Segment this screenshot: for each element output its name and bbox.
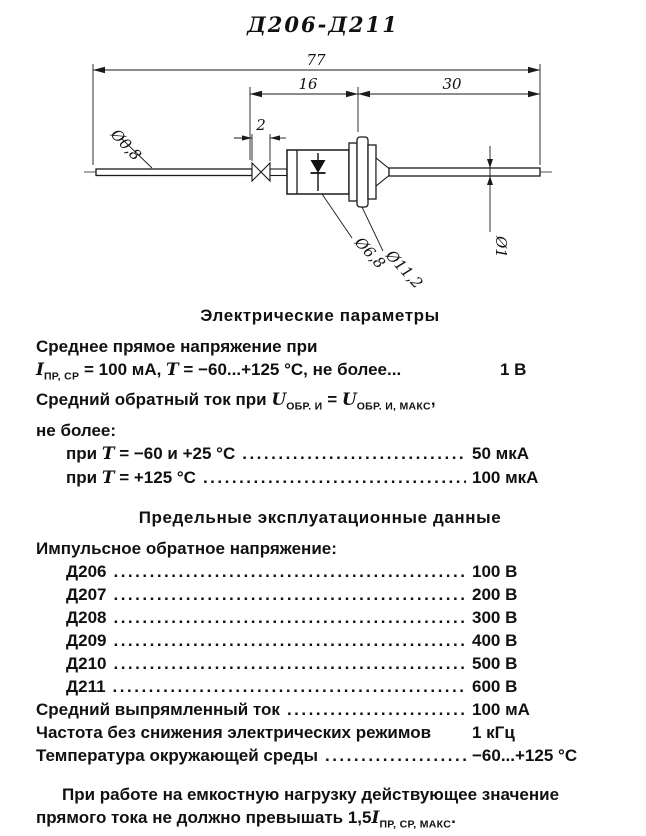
row-value: 100 мкА bbox=[472, 467, 539, 487]
dotted-leader bbox=[113, 606, 466, 629]
param-row bbox=[36, 698, 604, 721]
symbol-u1: U bbox=[271, 390, 287, 411]
device-row bbox=[36, 606, 604, 629]
symbol-t: T bbox=[101, 467, 115, 488]
dotted-leader bbox=[203, 466, 466, 489]
dotted-leader bbox=[325, 744, 466, 767]
row-label-pre: при bbox=[66, 443, 102, 463]
weld-crimp-2 bbox=[261, 163, 270, 181]
right-lead bbox=[389, 168, 540, 176]
dim-total-length: 77 bbox=[306, 51, 326, 69]
flange-ring-2 bbox=[357, 137, 368, 207]
device-value: 200 В bbox=[472, 584, 518, 604]
capacitive-load-note bbox=[36, 783, 604, 836]
weld-crimp bbox=[252, 163, 261, 181]
param-value: 100 мА bbox=[472, 699, 530, 719]
subscript-ipr-max: ПР, СР, МАКС bbox=[379, 818, 452, 831]
device-name: Д211 bbox=[66, 676, 106, 696]
symbol-i: I bbox=[371, 807, 380, 828]
electrical-section-heading: Электрические параметры bbox=[200, 306, 440, 325]
forward-voltage-mid1: = 100 мА, bbox=[79, 360, 167, 379]
dotted-leader bbox=[287, 698, 466, 721]
note-line2 bbox=[36, 806, 604, 836]
dim-crimp-length: 2 bbox=[256, 116, 266, 134]
row-label-post: = +125 °С bbox=[114, 467, 196, 487]
flange-ring-3 bbox=[368, 145, 376, 199]
diode-dimension-drawing bbox=[0, 42, 646, 294]
subscript-ipr: ПР, СР bbox=[43, 370, 80, 383]
param-label: Температура окружающей среды bbox=[36, 745, 318, 765]
device-value: 100 В bbox=[472, 561, 518, 581]
row-label bbox=[66, 466, 196, 490]
limits-section-heading: Предельные эксплуатационные данные bbox=[138, 507, 502, 527]
subscript-uobr-max: ОБР. И, МАКС bbox=[356, 400, 431, 413]
dim-lead-length: 30 bbox=[442, 75, 462, 93]
row-label-post: = −60 и +25 °С bbox=[114, 443, 236, 463]
device-row bbox=[36, 583, 604, 606]
crimp-stub bbox=[270, 169, 287, 176]
dotted-leader bbox=[113, 583, 466, 606]
dotted-leader bbox=[113, 629, 466, 652]
symbol-t: T bbox=[166, 360, 179, 380]
pulse-voltage-label: Импульсное обратное напряжение: bbox=[36, 538, 337, 558]
row-label bbox=[66, 442, 235, 466]
note-line2-text: прямого тока не должно превышать 1,5 bbox=[36, 807, 372, 827]
reverse-current-row bbox=[36, 466, 604, 490]
param-value: −60...+125 °С bbox=[472, 745, 578, 765]
forward-voltage-row bbox=[36, 358, 604, 388]
symbol-u2: U bbox=[341, 390, 357, 411]
device-row bbox=[36, 652, 604, 675]
dotted-leader bbox=[113, 675, 466, 698]
dotted-leader bbox=[113, 560, 466, 583]
forward-voltage-mid2: = −60...+125 °С, не более... bbox=[178, 360, 402, 379]
reverse-current-row bbox=[36, 442, 604, 466]
param-row bbox=[36, 721, 604, 744]
datasheet-text bbox=[0, 304, 646, 836]
symbol-t: T bbox=[101, 443, 115, 464]
device-name: Д209 bbox=[66, 630, 107, 650]
device-value: 300 В bbox=[472, 607, 518, 627]
device-row bbox=[36, 560, 604, 583]
forward-voltage-value: 1 В bbox=[500, 360, 527, 379]
flange-taper bbox=[376, 158, 389, 186]
dim-body-length: 16 bbox=[298, 75, 318, 93]
device-name: Д206 bbox=[66, 561, 107, 581]
device-value: 500 В bbox=[472, 653, 518, 673]
subscript-uobr: ОБР. И bbox=[286, 400, 323, 413]
row-value: 50 мкА bbox=[472, 443, 529, 463]
device-value: 400 В bbox=[472, 630, 518, 650]
page-title: Д206-Д211 bbox=[247, 12, 399, 37]
dim-flange-diameter: Ø11,2 bbox=[382, 246, 427, 293]
equals-sign: = bbox=[322, 390, 342, 410]
symbol-i: I bbox=[36, 360, 44, 380]
device-name: Д210 bbox=[66, 653, 107, 673]
reverse-current-line2: не более: bbox=[36, 420, 117, 440]
param-label: Средний выпрямленный ток bbox=[36, 699, 280, 719]
dim-body-diameter: Ø6,8 bbox=[351, 233, 389, 273]
reverse-intro: Средний обратный ток при bbox=[36, 390, 272, 410]
device-value: 600 В bbox=[472, 676, 518, 696]
param-value: 1 кГц bbox=[472, 722, 515, 742]
param-row bbox=[36, 744, 604, 767]
forward-voltage-condition bbox=[36, 358, 401, 388]
forward-voltage-line1: Среднее прямое напряжение при bbox=[36, 337, 318, 356]
device-name: Д208 bbox=[66, 607, 107, 627]
reverse-current-line1 bbox=[36, 388, 604, 418]
row-label-pre: при bbox=[66, 467, 102, 487]
note-line1: При работе на емкостную нагрузку действующее значение bbox=[62, 784, 560, 804]
left-lead bbox=[96, 169, 252, 176]
dotted-leader bbox=[113, 652, 466, 675]
device-name: Д207 bbox=[66, 584, 107, 604]
flange-ring-1 bbox=[349, 143, 357, 201]
device-row bbox=[36, 675, 604, 698]
dim-left-lead-diameter: Ø0,8 bbox=[107, 125, 145, 165]
period: . bbox=[451, 807, 456, 827]
device-row bbox=[36, 629, 604, 652]
dotted-leader bbox=[242, 442, 466, 465]
param-label: Частота без снижения электрических режимов bbox=[36, 722, 432, 742]
dim-right-lead-diameter: Ø1 bbox=[492, 236, 510, 258]
comma: , bbox=[430, 390, 436, 410]
